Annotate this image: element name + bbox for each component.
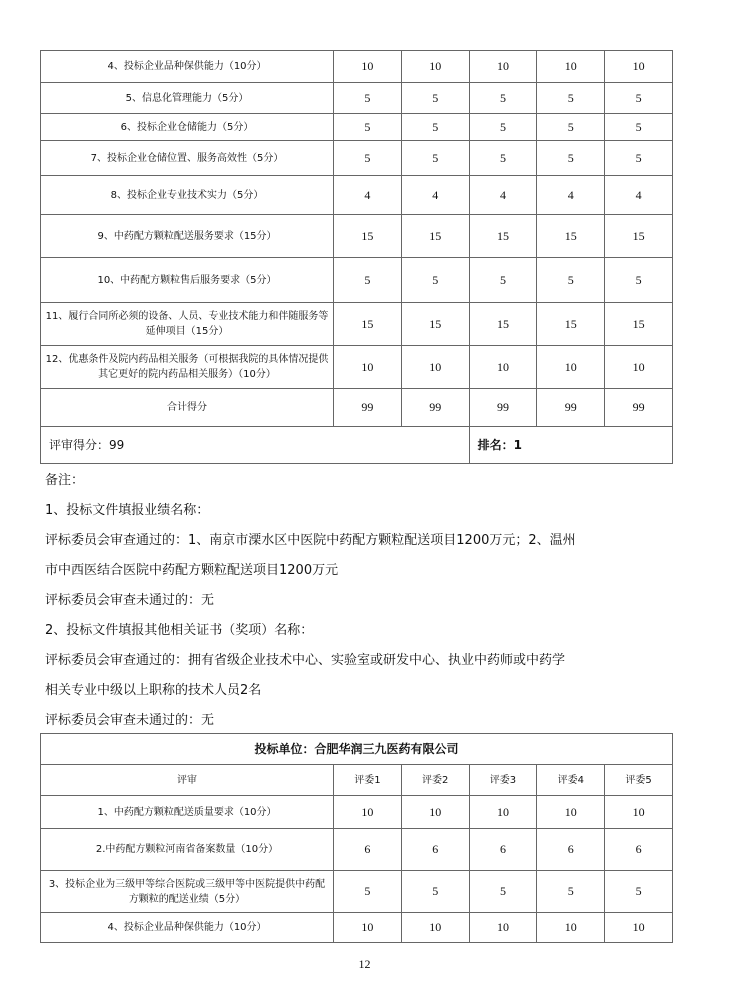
column-header: 评委3 <box>469 765 537 796</box>
score-cell: 15 <box>537 215 605 258</box>
score-cell: 15 <box>537 303 605 346</box>
score-cell: 15 <box>605 215 673 258</box>
score-cell: 10 <box>537 913 605 943</box>
score-cell: 10 <box>334 51 402 83</box>
column-header: 评委5 <box>605 765 673 796</box>
score-cell: 10 <box>469 796 537 829</box>
table-row <box>41 215 673 258</box>
score-cell: 6 <box>334 829 402 871</box>
criterion-label: 3、投标企业为三级甲等综合医院或三级甲等中医院提供中药配方颗粒的配送业绩（5分） <box>41 871 334 913</box>
score-cell: 5 <box>469 871 537 913</box>
rank: 排名：1 <box>469 427 672 464</box>
score-cell: 5 <box>469 83 537 114</box>
score-cell: 10 <box>605 913 673 943</box>
criterion-label: 合计得分 <box>41 389 334 427</box>
table-row <box>41 141 673 176</box>
criterion-label: 12、优惠条件及院内药品相关服务（可根据我院的具体情况提供其它更好的院内药品相关服务）（10分） <box>41 346 334 389</box>
score-cell: 4 <box>334 176 402 215</box>
score-cell: 99 <box>605 389 673 427</box>
header-row <box>41 765 673 796</box>
score-table-bidder <box>40 733 673 943</box>
score-cell: 10 <box>469 51 537 83</box>
criterion-label: 10、中药配方颗粒售后服务要求（5分） <box>41 258 334 303</box>
score-cell: 15 <box>469 303 537 346</box>
score-cell: 5 <box>605 871 673 913</box>
score-cell: 5 <box>401 141 469 176</box>
column-header: 评委2 <box>401 765 469 796</box>
score-cell: 5 <box>605 83 673 114</box>
remarks <box>45 470 685 740</box>
score-cell: 10 <box>537 796 605 829</box>
table-row <box>41 913 673 943</box>
criterion-label: 4、投标企业品种保供能力（10分） <box>41 51 334 83</box>
score-cell: 15 <box>401 303 469 346</box>
score-cell: 5 <box>334 258 402 303</box>
score-cell: 5 <box>334 83 402 114</box>
bidder-title: 投标单位：合肥华润三九医药有限公司 <box>41 734 673 765</box>
score-cell: 5 <box>334 871 402 913</box>
table-row <box>41 829 673 871</box>
criterion-label: 8、投标企业专业技术实力（5分） <box>41 176 334 215</box>
score-cell: 5 <box>401 83 469 114</box>
score-cell: 10 <box>469 346 537 389</box>
table-row <box>41 114 673 141</box>
criterion-label: 11、履行合同所必须的设备、人员、专业技术能力和伴随服务等延伸项目（15分） <box>41 303 334 346</box>
score-cell: 10 <box>334 913 402 943</box>
review-score: 评审得分：99 <box>41 427 470 464</box>
column-header: 评审 <box>41 765 334 796</box>
score-cell: 6 <box>469 829 537 871</box>
score-cell: 10 <box>401 51 469 83</box>
score-cell: 10 <box>334 346 402 389</box>
remark-line: 市中西医结合医院中药配方颗粒配送项目1200万元 <box>45 563 339 578</box>
criterion-label: 9、中药配方颗粒配送服务要求（15分） <box>41 215 334 258</box>
page-number: 12 <box>358 957 371 971</box>
remark-line: 2、投标文件填报其他相关证书（奖项）名称： <box>45 623 314 638</box>
score-cell: 15 <box>401 215 469 258</box>
remark-line: 相关专业中级以上职称的技术人员2名 <box>45 683 262 698</box>
score-cell: 99 <box>537 389 605 427</box>
criterion-label: 5、信息化管理能力（5分） <box>41 83 334 114</box>
criterion-label: 6、投标企业仓储能力（5分） <box>41 114 334 141</box>
criterion-label: 4、投标企业品种保供能力（10分） <box>41 913 334 943</box>
score-cell: 4 <box>605 176 673 215</box>
score-cell: 10 <box>605 346 673 389</box>
score-cell: 15 <box>334 303 402 346</box>
score-cell: 6 <box>605 829 673 871</box>
remark-line: 备注： <box>45 473 85 488</box>
score-cell: 5 <box>605 258 673 303</box>
remark-line: 评标委员会审查未通过的：无 <box>45 593 215 608</box>
score-cell: 5 <box>469 258 537 303</box>
score-cell: 5 <box>537 258 605 303</box>
remark-line: 1、投标文件填报业绩名称： <box>45 503 210 518</box>
remark-line: 评标委员会审查通过的：1、南京市溧水区中医院中药配方颗粒配送项目1200万元；2、温州 <box>45 533 576 548</box>
score-cell: 5 <box>537 871 605 913</box>
table-row <box>41 389 673 427</box>
score-cell: 6 <box>537 829 605 871</box>
score-table-continued <box>40 50 673 464</box>
criterion-label: 7、投标企业仓储位置、服务高效性（5分） <box>41 141 334 176</box>
score-cell: 6 <box>401 829 469 871</box>
score-cell: 5 <box>537 83 605 114</box>
score-cell: 5 <box>605 141 673 176</box>
score-cell: 99 <box>469 389 537 427</box>
score-cell: 15 <box>334 215 402 258</box>
remark-line: 评标委员会审查未通过的：无 <box>45 713 215 728</box>
score-cell: 10 <box>605 51 673 83</box>
score-cell: 5 <box>401 871 469 913</box>
score-cell: 10 <box>537 51 605 83</box>
score-cell: 99 <box>334 389 402 427</box>
remark-line: 评标委员会审查通过的：拥有省级企业技术中心、实验室或研发中心、执业中药师或中药学 <box>45 653 566 668</box>
score-cell: 5 <box>401 258 469 303</box>
table-row <box>41 303 673 346</box>
column-header: 评委4 <box>537 765 605 796</box>
score-cell: 5 <box>605 114 673 141</box>
score-cell: 10 <box>401 796 469 829</box>
score-cell: 99 <box>401 389 469 427</box>
column-header: 评委1 <box>334 765 402 796</box>
table-row <box>41 83 673 114</box>
score-cell: 10 <box>537 346 605 389</box>
table-row <box>41 51 673 83</box>
summary-row <box>41 427 673 464</box>
score-cell: 15 <box>469 215 537 258</box>
score-cell: 4 <box>401 176 469 215</box>
score-cell: 10 <box>469 913 537 943</box>
table-row <box>41 176 673 215</box>
score-cell: 5 <box>401 114 469 141</box>
score-cell: 5 <box>469 141 537 176</box>
table-row <box>41 796 673 829</box>
score-cell: 10 <box>334 796 402 829</box>
score-cell: 5 <box>334 141 402 176</box>
score-cell: 15 <box>605 303 673 346</box>
score-cell: 5 <box>469 114 537 141</box>
criterion-label: 1、中药配方颗粒配送质量要求（10分） <box>41 796 334 829</box>
score-cell: 10 <box>401 913 469 943</box>
table-row <box>41 258 673 303</box>
score-cell: 5 <box>334 114 402 141</box>
table-row <box>41 871 673 913</box>
table-row <box>41 346 673 389</box>
score-cell: 4 <box>537 176 605 215</box>
score-cell: 4 <box>469 176 537 215</box>
score-cell: 10 <box>605 796 673 829</box>
criterion-label: 2.中药配方颗粒河南省备案数量（10分） <box>41 829 334 871</box>
score-cell: 10 <box>401 346 469 389</box>
score-cell: 5 <box>537 141 605 176</box>
score-cell: 5 <box>537 114 605 141</box>
